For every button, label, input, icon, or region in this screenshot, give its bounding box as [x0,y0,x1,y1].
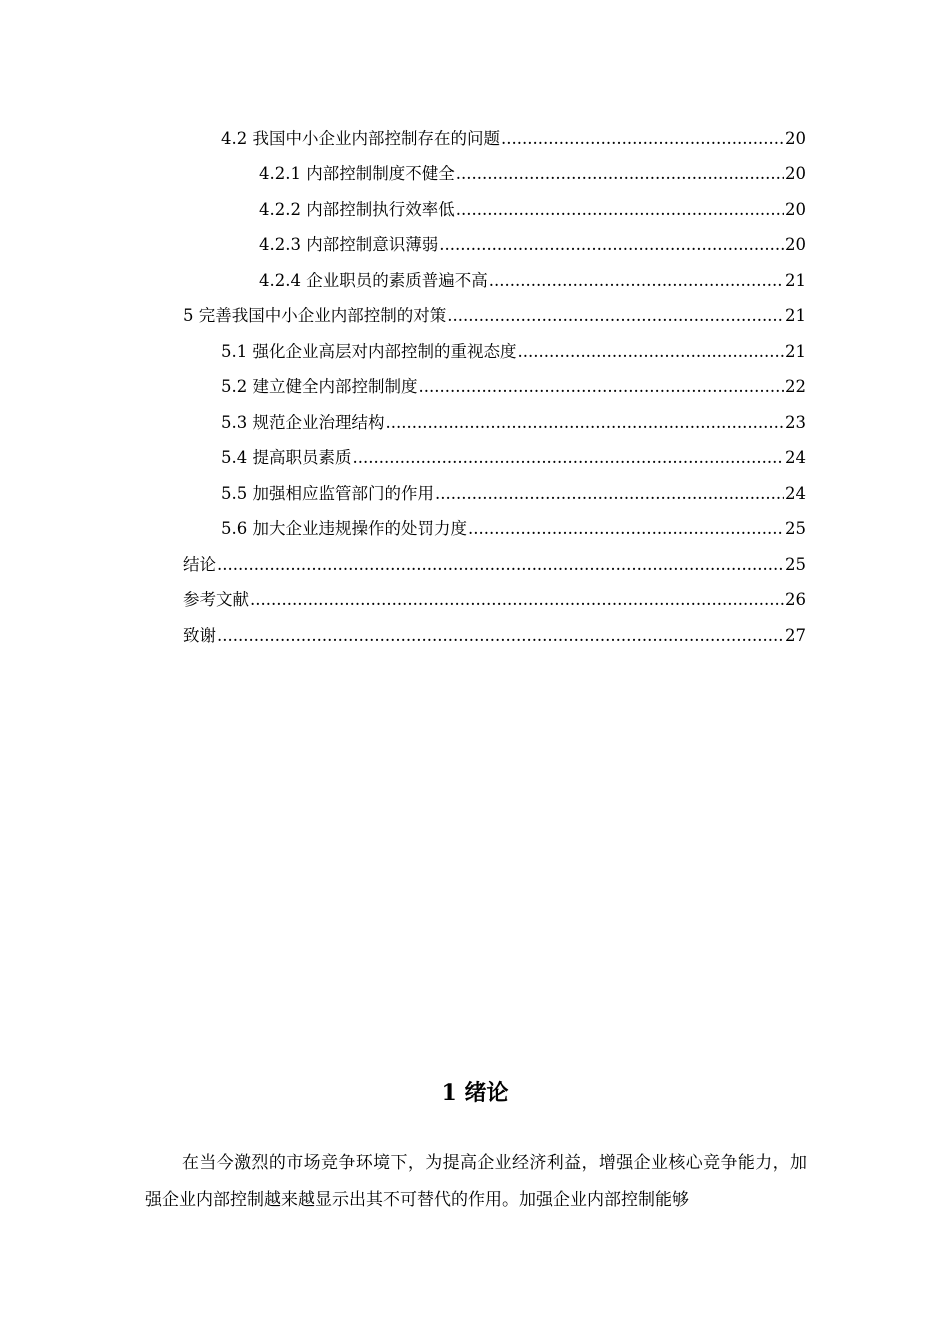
toc-entry-page: 21 [785,270,806,290]
toc-entry-title: 4.2.1 内部控制制度不健全 [259,164,455,183]
toc-entry[interactable] [221,368,806,404]
toc-entry[interactable] [221,510,806,546]
toc-entry-title: 5.3 规范企业治理结构 [221,412,385,432]
toc-entry-page: 20 [785,199,806,219]
toc-dot-leader [518,342,785,362]
toc-entry-page: 25 [785,519,806,538]
body-paragraph: 在当今激烈的市场竞争环境下，为提高企业经济利益，增强企业核心竞争能力，加强企业内部控制越来越显示出其不可替代的作用。加强企业内部控制能够 [145,1153,807,1210]
toc-entry-title: 5.5 加强相应监管部门的作用 [221,483,434,503]
toc-dot-leader [456,200,784,220]
toc-entry[interactable] [259,190,806,226]
toc-entry-page: 20 [785,235,806,254]
toc-entry-page: 27 [785,625,806,645]
toc-entry[interactable] [183,545,806,581]
toc-dot-leader [489,271,784,291]
toc-dot-leader [501,129,784,149]
toc-entry-page: 24 [785,483,806,503]
toc-entry-title: 5.1 强化企业高层对内部控制的重视态度 [221,341,517,361]
toc-entry[interactable] [221,474,806,510]
toc-entry-title: 5.6 加大企业违规操作的处罚力度 [221,519,467,538]
toc-dot-leader [439,235,784,255]
toc-entry-page: 21 [785,306,806,325]
toc-dot-leader [435,484,784,504]
toc-entry[interactable] [221,332,806,368]
toc-entry-page: 26 [785,590,806,609]
toc-dot-leader [217,626,784,646]
toc-entry[interactable] [259,226,806,262]
toc-dot-leader [386,413,785,433]
toc-entry-page: 23 [785,412,806,432]
toc-entry-title: 5.2 建立健全内部控制制度 [221,377,418,396]
toc-entry-page: 20 [785,164,806,183]
toc-entry-title: 4.2.3 内部控制意识薄弱 [259,235,439,254]
toc-entry[interactable] [183,616,806,652]
toc-dot-leader [456,164,784,184]
toc-entry-page: 25 [785,554,806,574]
toc-dot-leader [250,590,784,610]
toc-entry-title: 4.2 我国中小企业内部控制存在的问题 [221,128,500,148]
toc-entry-title: 4.2.2 内部控制执行效率低 [259,199,455,219]
toc-entry[interactable] [221,439,806,475]
toc-entry-title: 5.4 提高职员素质 [221,448,352,467]
toc-entry[interactable] [183,297,806,333]
toc-entry-page: 20 [785,128,806,148]
toc-entry-page: 21 [785,341,806,361]
toc-entry-page: 24 [785,448,806,467]
chapter-heading: 1 绪论 [441,1080,509,1106]
toc-entry-title: 4.2.4 企业职员的素质普遍不高 [259,270,488,290]
toc-dot-leader [447,306,784,326]
toc-entry[interactable] [221,119,806,155]
table-of-contents [0,119,950,652]
toc-entry[interactable] [259,261,806,297]
toc-entry-page: 22 [785,377,806,396]
toc-entry-title: 5 完善我国中小企业内部控制的对策 [183,306,447,325]
toc-entry-title: 致谢 [183,625,216,645]
toc-entry[interactable] [259,155,806,191]
toc-entry[interactable] [183,581,806,617]
toc-dot-leader [353,448,785,468]
toc-entry-title: 参考文献 [183,590,249,609]
toc-entry-title: 结论 [183,554,216,574]
toc-entry[interactable] [221,403,806,439]
toc-dot-leader [217,555,784,575]
toc-dot-leader [468,519,784,539]
toc-dot-leader [419,377,785,397]
